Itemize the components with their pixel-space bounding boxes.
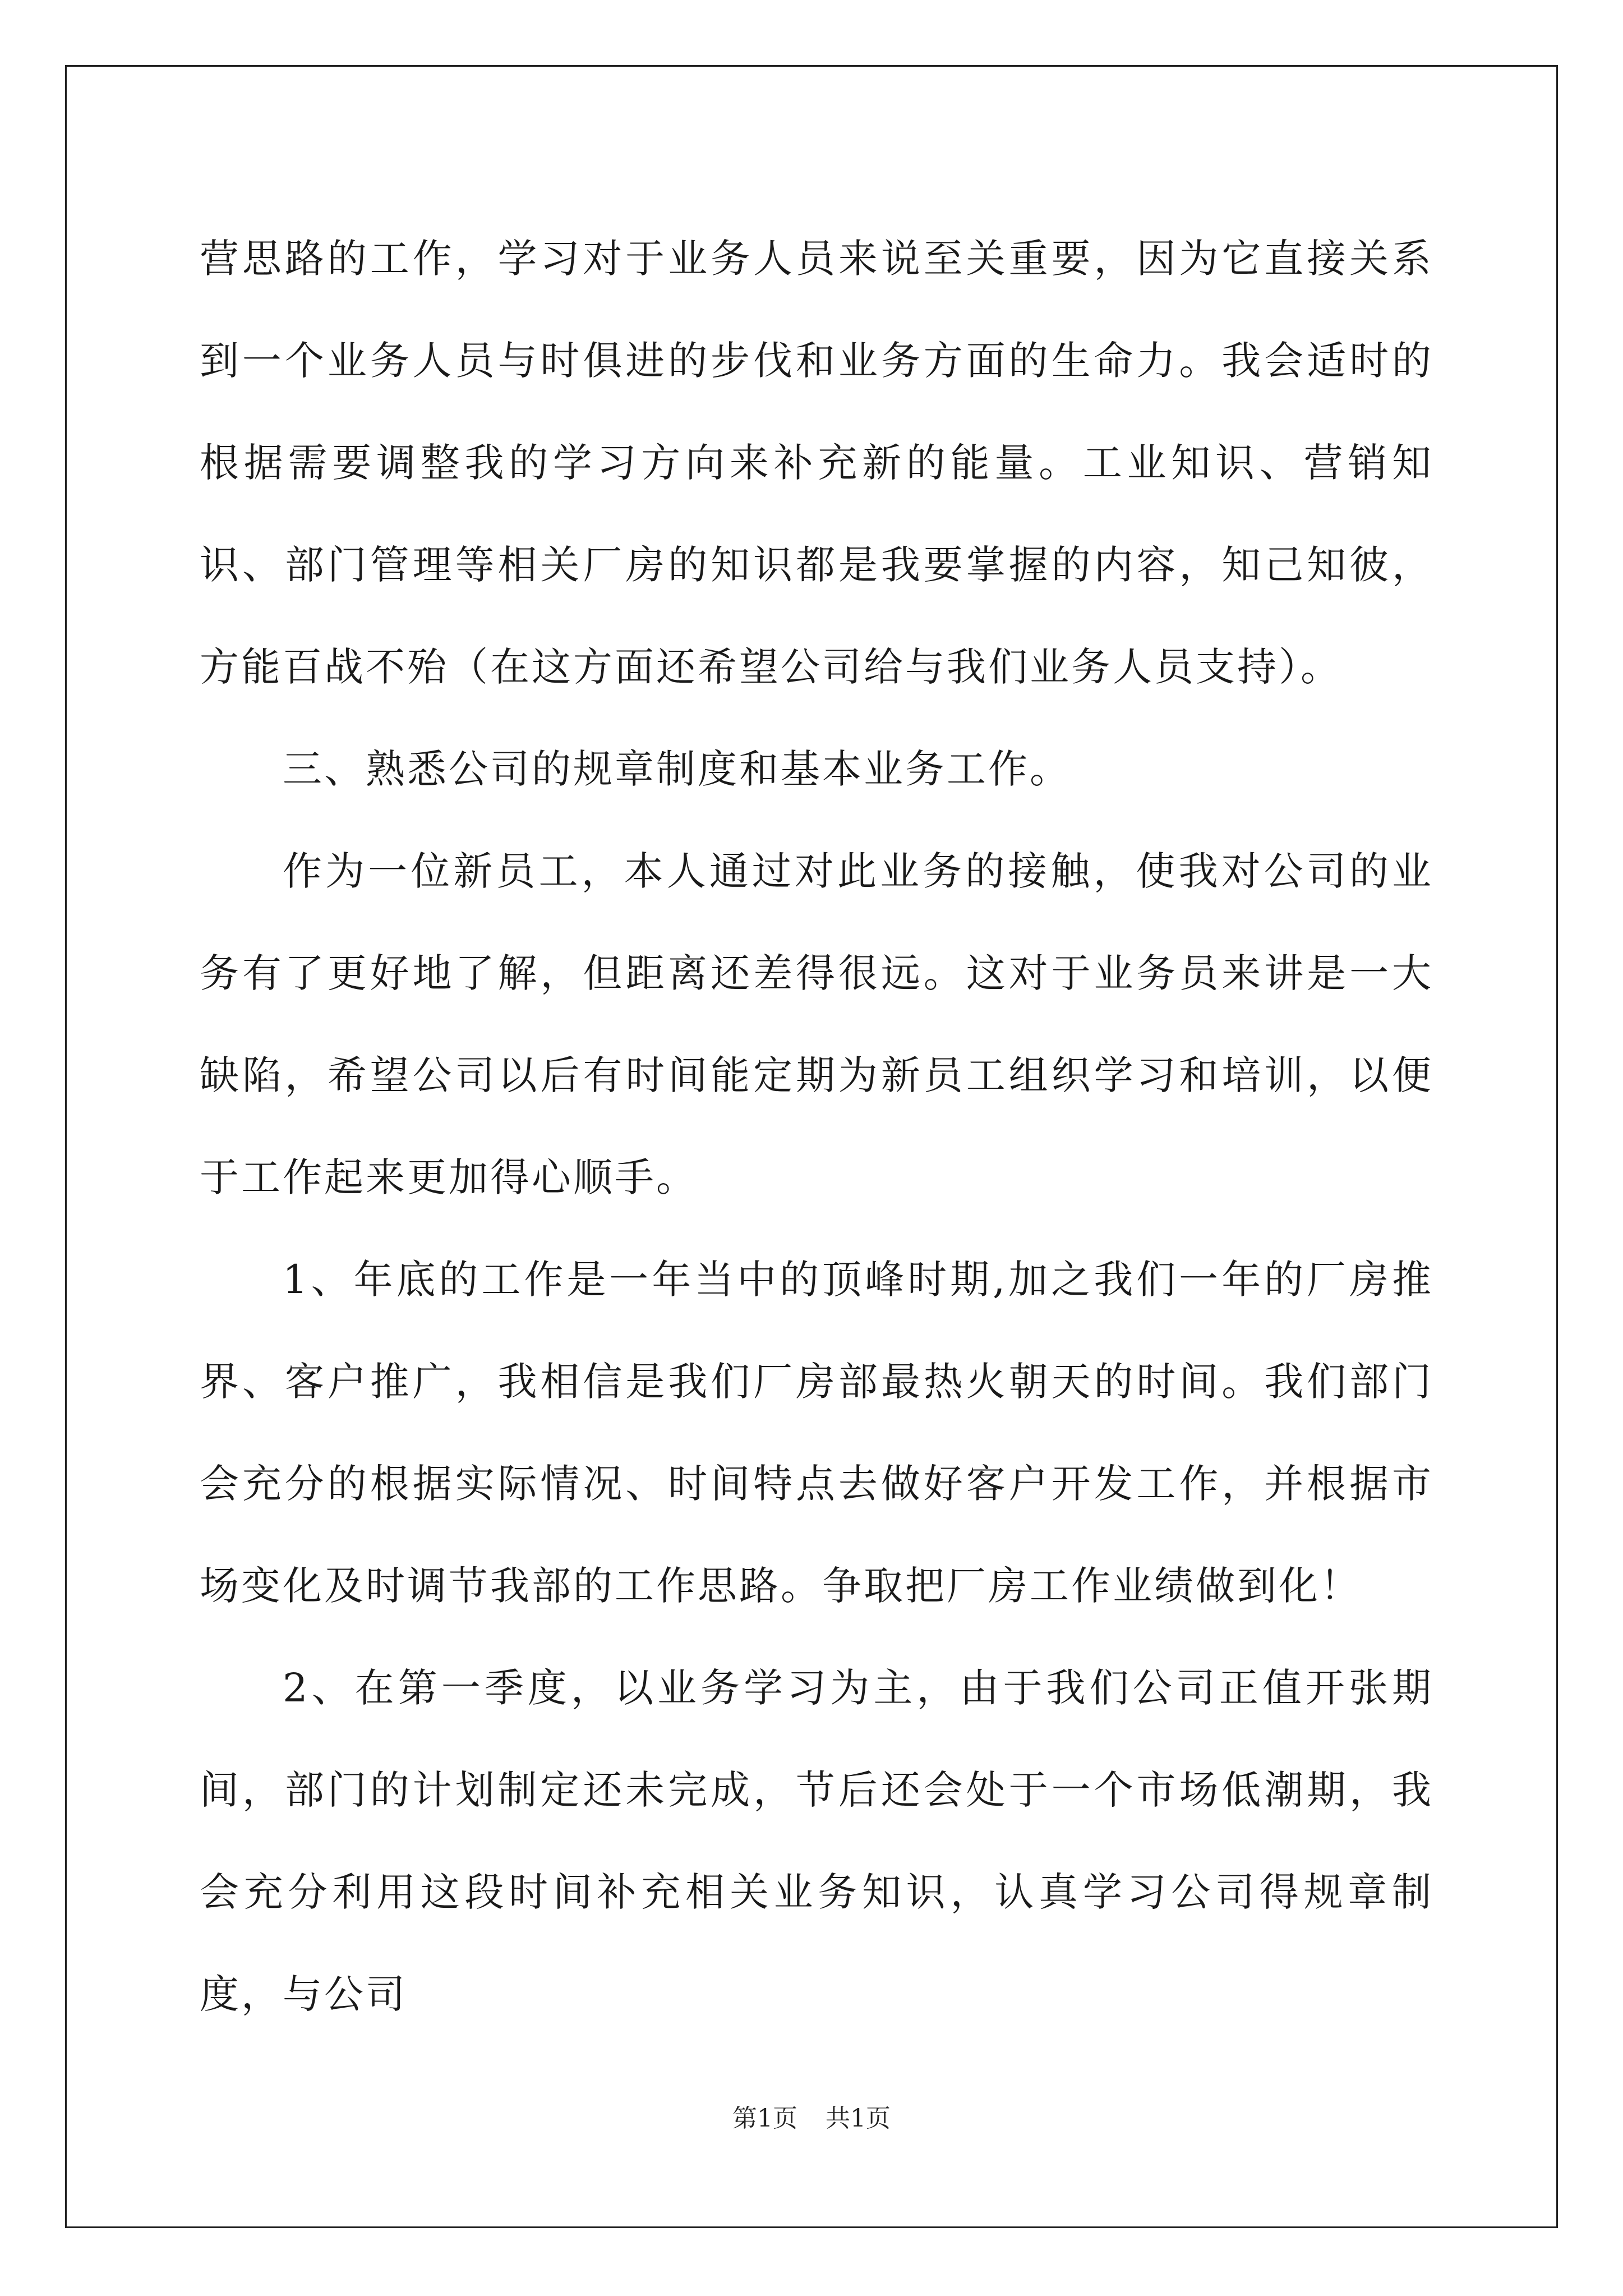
page-footer — [0, 2098, 1623, 2134]
document-body — [200, 208, 1433, 2045]
paragraph-3: 作为一位新员工，本人通过对此业务的接触，使我对公司的业务有了更好地了解，但距离还差得很远。这对于业务员来讲是一大缺陷，希望公司以后有时间能定期为新员工组织学习和培训，以便于工作起来更加得心顺手。 — [200, 848, 1433, 1200]
page-number: 第1页 — [732, 2104, 797, 2133]
page-total: 共1页 — [826, 2104, 891, 2133]
paragraph-4: 1、年底的工作是一年当中的顶峰时期,加之我们一年的厂房推界、客户推广，我相信是我们厂房部最热火朝天的时间。我们部门会充分的根据实际情况、时间特点去做好客户开发工作，并根据市场变化及时调节我部的工作思路。争取把厂房工作业绩做到化！ — [200, 1257, 1433, 1609]
paragraph-2-section-heading: 三、熟悉公司的规章制度和基本业务工作。 — [283, 746, 1071, 792]
paragraph-5: 2、在第一季度，以业务学习为主，由于我们公司正值开张期间，部门的计划制定还未完成，节后还会处于一个市场低潮期，我会充分利用这段时间补充相关业务知识，认真学习公司得规章制度，与公司 — [200, 1665, 1433, 2017]
paragraph-1: 营思路的工作，学习对于业务人员来说至关重要，因为它直接关系到一个业务人员与时俱进的步伐和业务方面的生命力。我会适时的根据需要调整我的学习方向来补充新的能量。工业知识、营销知识、部门管理等相关厂房的知识都是我要掌握的内容，知己知彼，方能百战不殆（在这方面还希望公司给与我们业务人员支持）。 — [200, 236, 1433, 690]
